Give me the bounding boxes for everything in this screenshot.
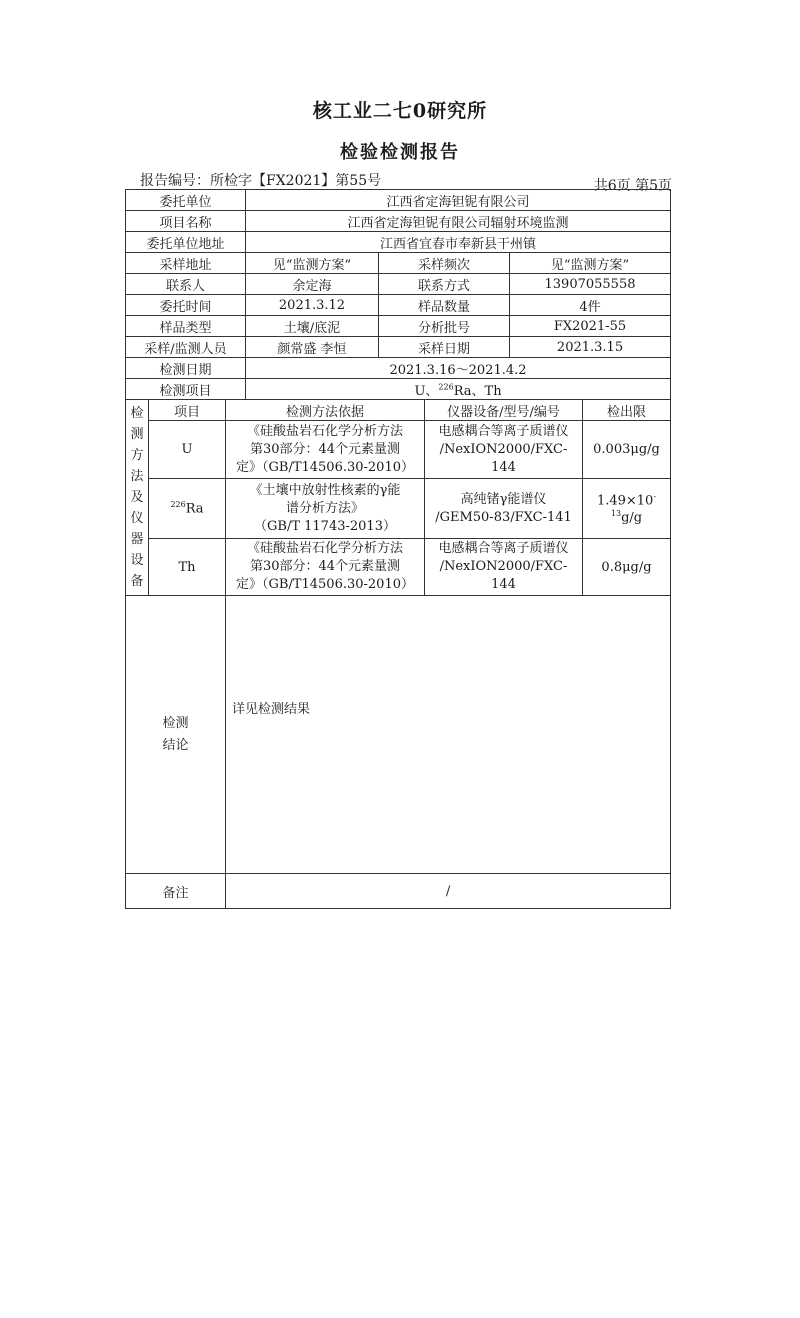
row-project [126, 211, 671, 232]
project-value: 江西省定海钽铌有限公司辐射环境监测 [246, 211, 671, 232]
sample-type-value: 土壤/底泥 [246, 316, 379, 337]
limit-th: 0.8μg/g [583, 539, 671, 596]
row-sampler [126, 337, 671, 358]
method-row-th [126, 539, 671, 596]
col-method-header: 检测方法依据 [226, 400, 425, 421]
contact-value: 余定海 [246, 274, 379, 295]
test-items-suffix: Ra、Th [453, 383, 502, 399]
row-test-date [126, 358, 671, 379]
sample-type-label: 样品类型 [126, 316, 246, 337]
phone-label: 联系方式 [379, 274, 510, 295]
limit-ra: $1.49\times 10^{-13}g/g$ [583, 479, 671, 539]
test-items-value [246, 379, 671, 400]
report-number: 报告编号：所检字【FX2021】第55号 [140, 173, 382, 189]
sampling-freq-value: 见“监测方案” [510, 253, 671, 274]
row-sample-type [126, 316, 671, 337]
batch-label: 分析批号 [379, 316, 510, 337]
sampling-site-label: 采样地址 [126, 253, 246, 274]
test-date-label: 检测日期 [126, 358, 246, 379]
col-instrument-header: 仪器设备/型号/编号 [425, 400, 583, 421]
instrument-ra: 高纯锗γ能谱仪 /GEM50-83/FXC-141 [425, 479, 583, 539]
conclusion-text: 详见检测结果 [226, 596, 671, 874]
report-table [125, 189, 671, 909]
phone-value: 13907055558 [510, 274, 671, 295]
batch-value: FX2021-55 [510, 316, 671, 337]
remarks-label: 备注 [126, 874, 226, 909]
conclusion-label: 检测 结论 [126, 596, 226, 874]
row-address [126, 232, 671, 253]
sampler-value: 颜常盛 李恒 [246, 337, 379, 358]
client-label: 委托单位 [126, 190, 246, 211]
address-label: 委托单位地址 [126, 232, 246, 253]
sample-count-value: 4件 [510, 295, 671, 316]
method-basis-u: 《硅酸盐岩石化学分析方法 第30部分：44个元素量测 定》（GB/T14506.30-2010） [226, 421, 425, 479]
method-basis-ra: 《土壤中放射性核素的γ能 谱分析方法》 （GB/T 11743-2013） [226, 479, 425, 539]
methods-side-label: 检 测 方 法 及 仪 器 设 备 [126, 400, 149, 596]
method-basis-th: 《硅酸盐岩石化学分析方法 第30部分：44个元素量测 定》（GB/T14506.30-2010） [226, 539, 425, 596]
instrument-u: 电感耦合等离子质谱仪 /NexION2000/FXC-144 [425, 421, 583, 479]
test-date-value: 2021.3.16～2021.4.2 [246, 358, 671, 379]
sampling-date-value: 2021.3.15 [510, 337, 671, 358]
col-item-header: 项目 [149, 400, 226, 421]
row-sampling-site [126, 253, 671, 274]
method-row-u [126, 421, 671, 479]
row-entrust-date [126, 295, 671, 316]
row-client [126, 190, 671, 211]
address-value: 江西省宜春市奉新县干州镇 [246, 232, 671, 253]
test-items-label: 检测项目 [126, 379, 246, 400]
entrust-date-value: 2021.3.12 [246, 295, 379, 316]
entrust-date-label: 委托时间 [126, 295, 246, 316]
method-item-u: U [149, 421, 226, 479]
row-test-items [126, 379, 671, 400]
report-title: 检验检测报告 [340, 142, 460, 163]
sampler-label: 采样/监测人员 [126, 337, 246, 358]
method-item-th: Th [149, 539, 226, 596]
limit-u: 0.003μg/g [583, 421, 671, 479]
methods-header-row [126, 400, 671, 421]
method-item-ra: $^{226}$Ra [149, 479, 226, 539]
sampling-site-value: 见“监测方案” [246, 253, 379, 274]
sampling-date-label: 采样日期 [379, 337, 510, 358]
col-limit-header: 检出限 [583, 400, 671, 421]
conclusion-row [126, 596, 671, 874]
sampling-freq-label: 采样频次 [379, 253, 510, 274]
test-items-prefix: U、 [414, 383, 439, 399]
test-items-sup: 226 [438, 382, 454, 392]
contact-label: 联系人 [126, 274, 246, 295]
sample-count-label: 样品数量 [379, 295, 510, 316]
remarks-row [126, 874, 671, 909]
organization-name: 核工业二七0研究所 [312, 100, 488, 122]
project-label: 项目名称 [126, 211, 246, 232]
row-contact [126, 274, 671, 295]
method-row-ra [126, 479, 671, 539]
client-value: 江西省定海钽铌有限公司 [246, 190, 671, 211]
instrument-th: 电感耦合等离子质谱仪 /NexION2000/FXC-144 [425, 539, 583, 596]
remarks-value: / [226, 874, 671, 909]
page-info: 共6页 第5页 [593, 178, 672, 194]
